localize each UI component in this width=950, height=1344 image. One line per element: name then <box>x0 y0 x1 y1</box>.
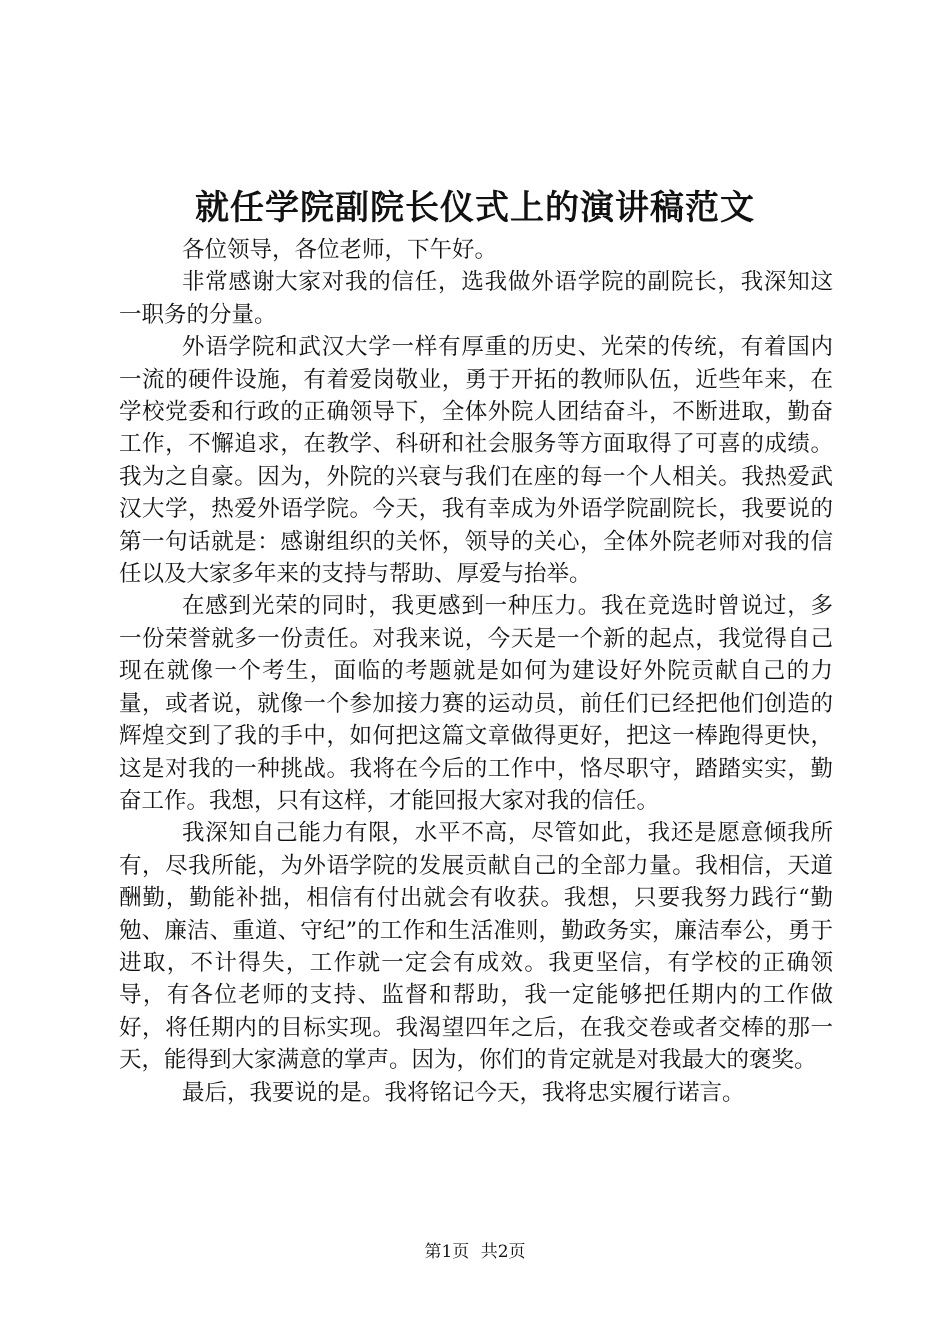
paragraph-college-history: 外语学院和武汉大学一样有厚重的历史、光荣的传统，有着国内一流的硬件设施，有着爱岗敬业，勇于开拓的教师队伍，近些年来，在学校党委和行政的正确领导下，全体外院人团结奋斗，不断进取，勤奋工作，不懈追求，在教学、科研和社会服务等方面取得了可喜的成绩。我为之自豪。因为，外院的兴衰与我们在座的每一个人相关。我热爱武汉大学，热爱外语学院。今天，我有幸成为外语学院副院长，我要说的第一句话就是：感谢组织的关怀，领导的关心，全体外院老师对我的信任以及大家多年来的支持与帮助、厚爱与抬举。 <box>119 334 833 588</box>
document-title: 就任学院副院长仪式上的演讲稿范文 <box>195 188 755 228</box>
paragraph-thanks: 非常感谢大家对我的信任，选我做外语学院的副院长，我深知这一职务的分量。 <box>119 269 833 328</box>
page-number: 第1页 <box>424 1242 470 1262</box>
page-footer <box>0 1240 950 1264</box>
paragraph-greeting: 各位领导，各位老师，下午好。 <box>182 237 498 263</box>
paragraph-pressure: 在感到光荣的同时，我更感到一种压力。我在竞选时曾说过，多一份荣誉就多一份责任。对我来说，今天是一个新的起点，我觉得自己现在就像一个考生，面临的考题就是如何为建设好外院贡献自己的力量，或者说，就像一个参加接力赛的运动员，前任们已经把他们创造的辉煌交到了我的手中，如何把这篇文章做得更好，把这一棒跑得更快，这是对我的一种挑战。我将在今后的工作中，恪尽职守，踏踏实实，勤奋工作。我想，只有这样，才能回报大家对我的信任。 <box>119 593 833 814</box>
page-total: 共2页 <box>480 1242 526 1262</box>
paragraph-closing: 最后，我要说的是。我将铭记今天，我将忠实履行诺言。 <box>182 1079 745 1106</box>
document-body <box>119 234 833 1109</box>
paragraph-commitment: 我深知自己能力有限，水平不高，尽管如此，我还是愿意倾我所有，尽我所能，为外语学院的发展贡献自己的全部力量。我相信，天道酬勤，勤能补拙，相信有付出就会有收获。我想，只要我努力践行“勤勉、廉洁、重道、守纪”的工作和生活准则，勤政务实，廉洁奉公，勇于进取，不计得失，工作就一定会有成效。我更坚信，有学校的正确领导，有各位老师的支持、监督和帮助，我一定能够把任期内的工作做好，将任期内的目标实现。我渴望四年之后，在我交卷或者交棒的那一天，能得到大家满意的掌声。因为，你们的肯定就是对我最大的褒奖。 <box>119 820 833 1074</box>
